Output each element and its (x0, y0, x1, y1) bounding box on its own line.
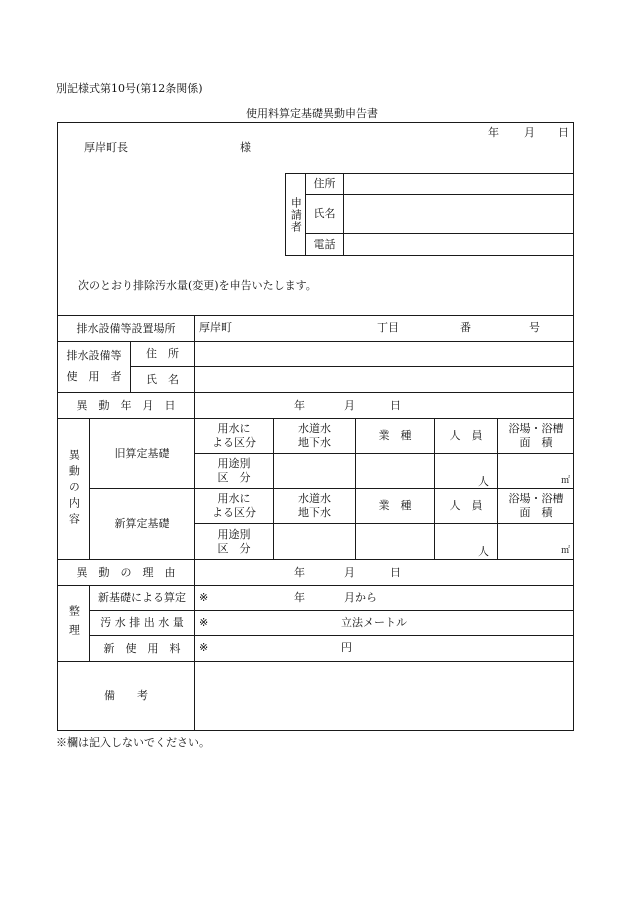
change-date-day: 日 (390, 399, 401, 412)
old-water-source: 水道水 地下水 (298, 422, 331, 449)
old-use-class: 用途別 区 分 (217, 457, 251, 484)
new-area-unit: ㎡ (561, 546, 571, 556)
new-bath: 浴場・浴槽 面 積 (508, 492, 564, 519)
reason-month: 月 (344, 566, 355, 579)
processing-row-1-year: 年 (294, 591, 305, 604)
processing-label: 整理 (67, 604, 81, 643)
processing-row-1-mark: ※ (199, 591, 209, 604)
remarks-label: 備 考 (104, 689, 148, 703)
processing-row-2-label: 汚 水 排 出 水 量 (100, 616, 184, 630)
form-number: 別記様式第10号(第12条関係) (56, 82, 203, 95)
new-use-class: 用途別 区 分 (217, 527, 251, 555)
processing-row-2-suffix: 立法メートル (341, 616, 407, 629)
change-date-month: 月 (344, 399, 355, 412)
date-day-label: 日 (558, 126, 569, 139)
date-month-label: 月 (524, 126, 535, 139)
old-industry: 業 種 (378, 429, 412, 443)
user-name-label: 氏 名 (146, 372, 179, 386)
new-industry: 業 種 (378, 499, 412, 513)
change-date-year: 年 (294, 399, 305, 412)
new-water-class: 用水に よる区分 (212, 492, 256, 519)
location-ban: 番 (460, 321, 471, 334)
reason-day: 日 (390, 566, 401, 579)
old-water-class: 用水に よる区分 (212, 422, 256, 449)
old-persons: 人 員 (449, 429, 483, 443)
statement: 次のとおり排除汚水量(変更)を申告いたします。 (78, 279, 317, 292)
applicant-phone-label: 電話 (313, 237, 336, 251)
location-label: 排水設備等設置場所 (76, 321, 176, 335)
user-label (58, 342, 130, 392)
old-area-unit: ㎡ (561, 476, 571, 486)
new-person-unit: 人 (478, 545, 489, 558)
processing-row-1-suffix: 月から (344, 591, 377, 604)
new-water-source: 水道水 地下水 (298, 492, 331, 519)
location-town: 厚岸町 (199, 321, 232, 334)
processing-row-3-label: 新 使 用 料 (103, 641, 181, 655)
location-chome: 丁目 (377, 321, 399, 334)
reason-year: 年 (294, 566, 305, 579)
applicant-name-label: 氏名 (313, 207, 336, 221)
processing-row-3-mark: ※ (199, 641, 209, 654)
location-go: 号 (529, 321, 540, 334)
applicant-label: 申請者 (289, 197, 303, 233)
date-year-label: 年 (488, 126, 499, 139)
processing-row-2-mark: ※ (199, 616, 209, 629)
old-bath: 浴場・浴槽 面 積 (508, 422, 564, 449)
old-person-unit: 人 (478, 475, 489, 488)
applicant-address-label: 住所 (313, 177, 336, 191)
change-date-label: 異 動 年 月 日 (76, 398, 176, 412)
processing-row-3-suffix: 円 (341, 641, 352, 654)
new-basis-label: 新算定基礎 (114, 517, 170, 531)
user-address-label: 住 所 (146, 347, 179, 361)
honorific: 様 (240, 141, 251, 154)
form-title: 使用料算定基礎異動申告書 (246, 107, 378, 120)
user-label-line2: 使 用 者 (66, 370, 122, 383)
user-label-line1: 排水設備等 (66, 349, 122, 363)
processing-row-1-label: 新基礎による算定 (98, 591, 186, 605)
footer-note: ※欄は記入しないでください。 (56, 736, 210, 749)
addressee: 厚岸町長 (84, 141, 128, 154)
old-basis-label: 旧算定基礎 (114, 446, 170, 460)
change-content-label: 異動の内容 (67, 449, 81, 529)
reason-label: 異 動 の 理 由 (76, 565, 176, 579)
new-persons: 人 員 (449, 499, 483, 513)
